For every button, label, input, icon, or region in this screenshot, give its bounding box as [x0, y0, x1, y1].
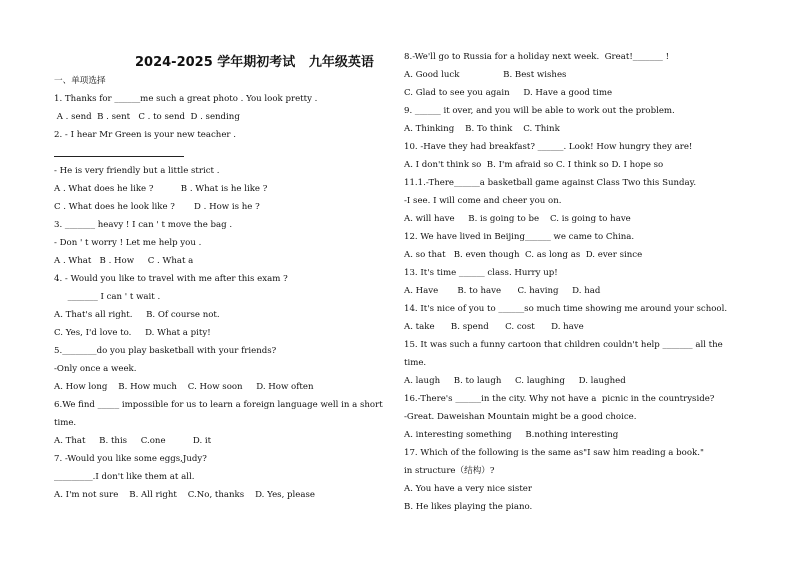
- options-line: C. Yes, I'd love to. D. What a pity!: [54, 328, 211, 338]
- question-line: in structure（结构）?: [404, 466, 495, 476]
- exam-title: 2024-2025 学年期初考试 九年级英语: [135, 55, 374, 70]
- question-line: -I see. I will come and cheer you on.: [404, 196, 562, 206]
- options-line: A. laugh B. to laugh C. laughing D. laughed: [404, 376, 626, 386]
- options-line: A. That's all right. B. Of course not.: [54, 310, 220, 320]
- options-line: B. He likes playing the piano.: [404, 502, 533, 512]
- options-line: A . send B . sent C . to send D . sending: [54, 112, 240, 122]
- options-line: A. Thinking B. To think C. Think: [404, 124, 560, 134]
- question-line: 15. It was such a funny cartoon that children couldn't help _______ all the: [404, 340, 723, 350]
- question-line: 6.We find _____ impossible for us to learn a foreign language well in a short: [54, 400, 383, 410]
- options-line: A. so that B. even though C. as long as D. ever since: [404, 250, 643, 260]
- question-line: 5.________do you play basketball with your friends?: [54, 346, 277, 356]
- question-line: 1. Thanks for ______me such a great photo . You look pretty .: [54, 94, 318, 104]
- question-line: 7. -Would you like some eggs,Judy?: [54, 454, 207, 464]
- question-line: 8.-We'll go to Russia for a holiday next week. Great!_______ !: [404, 52, 670, 62]
- question-line: 12. We have lived in Beijing______ we came to China.: [404, 232, 635, 242]
- options-line: C. Glad to see you again D. Have a good time: [404, 88, 613, 98]
- question-line: 4. - Would you like to travel with me after this exam ?: [54, 274, 288, 284]
- question-line: -Great. Daweishan Mountain might be a good choice.: [404, 412, 637, 422]
- question-line: 2. - I hear Mr Green is your new teacher .: [54, 130, 236, 140]
- options-line: A. You have a very nice sister: [404, 484, 532, 494]
- options-line: A. Good luck B. Best wishes: [404, 70, 567, 80]
- question-line: - Don ' t worry ! Let me help you .: [54, 238, 202, 248]
- options-line: A. I don't think so B. I'm afraid so C. I think so D. I hope so: [404, 160, 664, 170]
- question-line: 14. It's nice of you to ______so much time showing me around your school.: [404, 304, 728, 314]
- question-line: 16.-There's ______in the city. Why not have a picnic in the countryside?: [404, 394, 715, 404]
- question-line: _______ I can ' t wait .: [54, 292, 161, 302]
- question-line: - He is very friendly but a little strict .: [54, 166, 220, 176]
- question-line: time.: [404, 358, 427, 368]
- options-line: A . What B . How C . What a: [54, 256, 194, 266]
- section-heading: 一、单项选择: [54, 76, 106, 86]
- options-line: A. How long B. How much C. How soon D. How often: [54, 382, 314, 392]
- question-line: 3. _______ heavy ! I can ' t move the bag .: [54, 220, 233, 230]
- question-line: 17. Which of the following is the same as"I saw him reading a book.": [404, 448, 704, 458]
- options-line: C . What does he look like ? D . How is he ?: [54, 202, 260, 212]
- question-line: 13. It's time ______ class. Hurry up!: [404, 268, 558, 278]
- question-line: -Only once a week.: [54, 364, 137, 374]
- options-line: A. I'm not sure B. All right C.No, thanks D. Yes, please: [54, 490, 315, 500]
- options-line: A . What does he like ? B . What is he like ?: [54, 184, 268, 194]
- options-line: A. take B. spend C. cost D. have: [404, 322, 584, 332]
- question-line: time.: [54, 418, 77, 428]
- options-line: A. will have B. is going to be C. is going to have: [404, 214, 631, 224]
- answer-blank-rule: [54, 156, 184, 157]
- question-line: 10. -Have they had breakfast? ______. Look! How hungry they are!: [404, 142, 693, 152]
- question-line: 9. ______ it over, and you will be able to work out the problem.: [404, 106, 675, 116]
- options-line: A. That B. this C.one D. it: [54, 436, 212, 446]
- question-line: 11.1.-There______a basketball game against Class Two this Sunday.: [404, 178, 697, 188]
- options-line: A. Have B. to have C. having D. had: [404, 286, 601, 296]
- question-line: _________.I don't like them at all.: [54, 472, 195, 482]
- options-line: A. interesting something B.nothing interesting: [404, 430, 619, 440]
